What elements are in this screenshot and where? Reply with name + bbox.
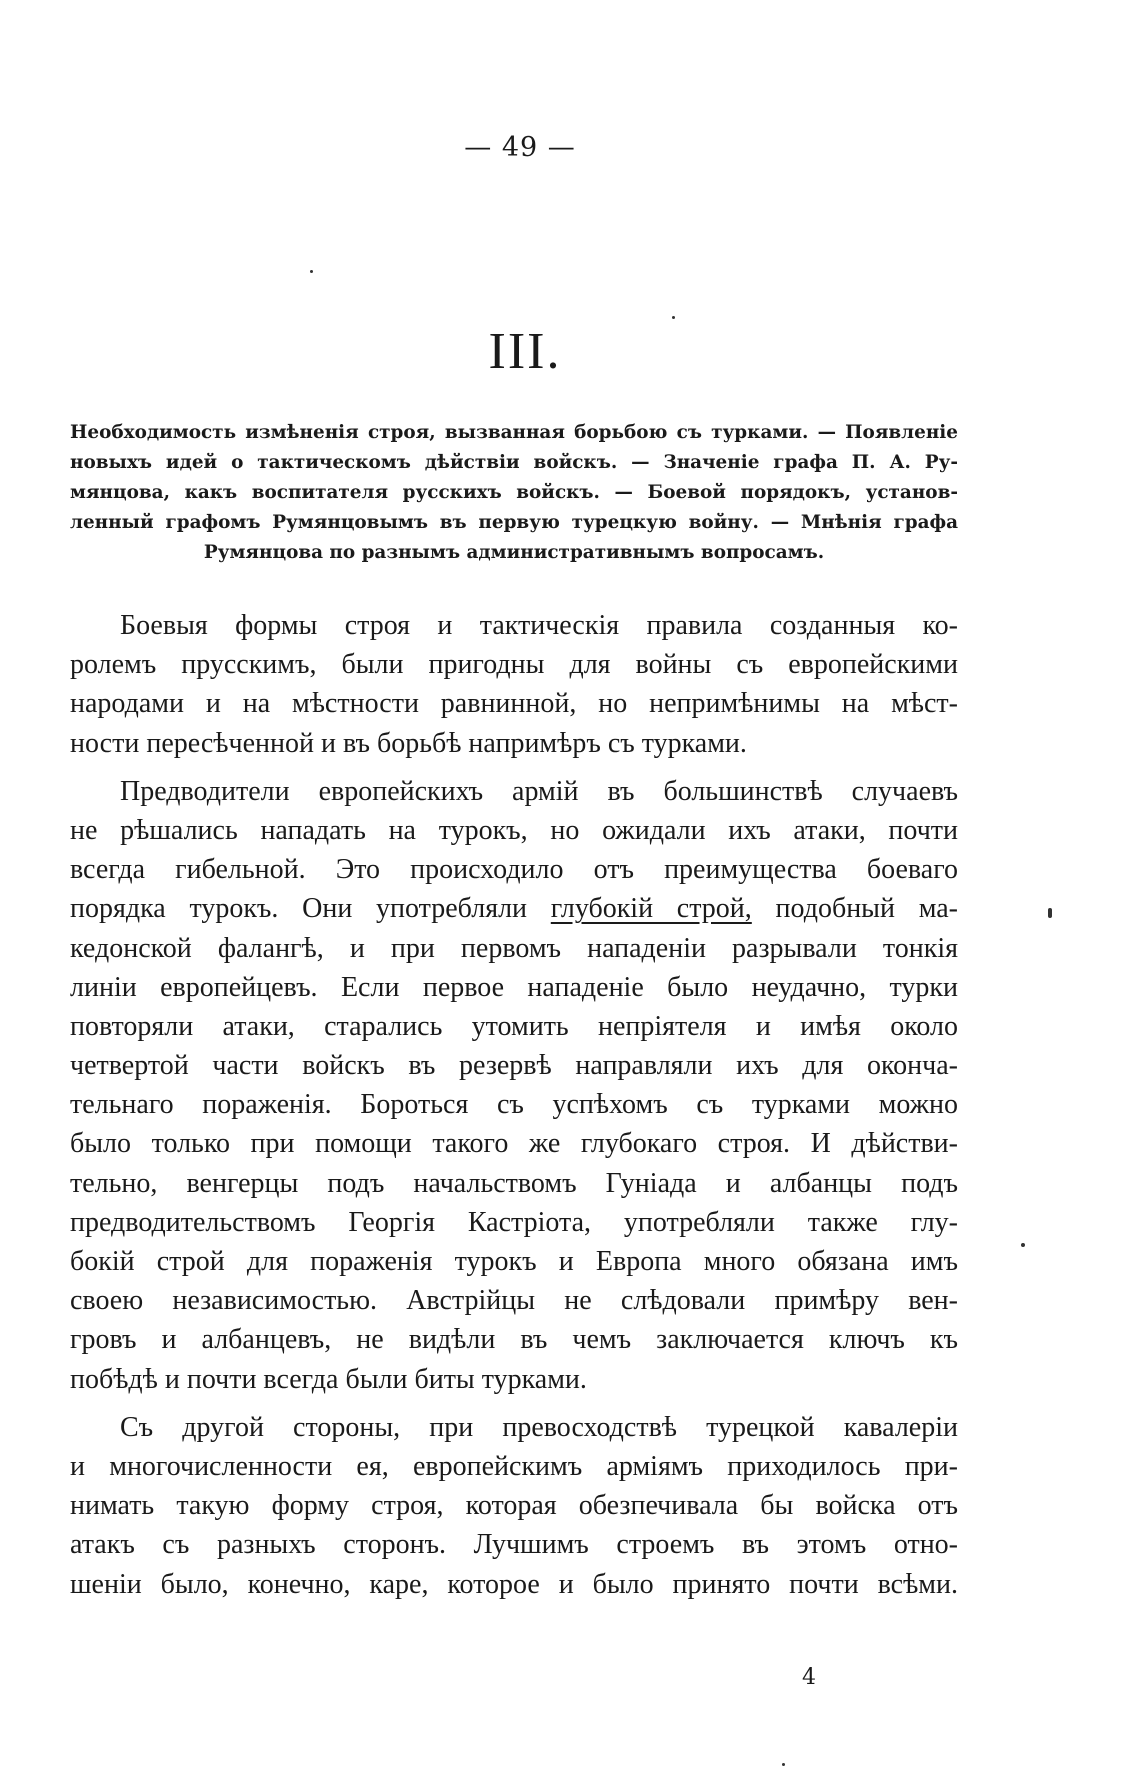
paragraph-1-line: ролемъ прусскимъ, были пригодны для войны съ европейскими	[70, 649, 958, 681]
paragraph-2-line: побѣдѣ и почти всегда были биты турками.	[70, 1363, 587, 1395]
paragraph-2-line: было только при помощи такого же глубокаго строя. И дѣйстви-	[70, 1128, 958, 1160]
chapter-heading: III.	[488, 323, 562, 380]
ink-speck	[782, 1763, 785, 1766]
paragraph-2-line: гровъ и албанцевъ, не видѣли въ чемъ заключается ключъ къ	[70, 1324, 958, 1356]
body-text	[70, 606, 958, 1604]
paragraph-1-line: ности пересѣченной и въ борьбѣ напримѣръ съ турками.	[70, 727, 747, 759]
summary-line: Необходимость измѣненія строя, вызванная борьбою съ турками. — Появленіе	[70, 422, 958, 443]
paragraph-2-line: всегда гибельной. Это происходило отъ преимущества боеваго	[70, 854, 958, 886]
ink-speck	[310, 270, 313, 273]
summary-line: ленный графомъ Румянцовымъ въ первую турецкую войну. — Мнѣнія графа	[70, 512, 958, 533]
paragraph-2-line: тельно, венгерцы подъ начальствомъ Гуніада и албанцы подъ	[70, 1167, 958, 1199]
paragraph-2-line: линіи европейцевъ. Если первое нападеніе было неудачно, турки	[70, 971, 958, 1003]
line-text: подобный ма-	[775, 893, 958, 925]
paragraph-2-line: кедонской фалангѣ, и при первомъ нападеніи разрывали тонкія	[70, 932, 958, 964]
paragraph-2-line: повторяли атаки, старались утомить непріятеля и имѣя около	[70, 1010, 958, 1042]
paragraph-3-line: атакъ съ разныхъ сторонъ. Лучшимъ строемъ въ этомъ отно-	[70, 1529, 958, 1561]
summary-line: новыхъ идей о тактическомъ дѣйствіи войскъ. — Значеніе графа П. А. Ру-	[70, 452, 958, 473]
paragraph-2-line: предводительствомъ Георгія Кастріота, употребляли также глу-	[70, 1206, 958, 1238]
ink-speck	[672, 316, 675, 319]
paragraph-2-line: тельнаго пораженія. Бороться съ успѣхомъ съ турками можно	[70, 1089, 958, 1121]
summary-line: мянцова, какъ воспитателя русскихъ войскъ. — Боевой порядокъ, установ-	[70, 482, 958, 503]
paragraph-2-line: четвертой части войскъ въ резервѣ направляли ихъ для оконча-	[70, 1050, 958, 1082]
paragraph-2-line: Предводители европейскихъ армій въ большинствѣ случаевъ	[120, 775, 958, 807]
paragraph-2-line	[70, 889, 958, 928]
paragraph-3-line: и многочисленности ея, европейскимъ арміямъ приходилось при-	[70, 1450, 958, 1482]
summary-line: Румянцова по разнымъ административнымъ вопросамъ.	[203, 542, 825, 563]
paragraph-2-line: не рѣшались нападать на турокъ, но ожидали ихъ атаки, почти	[70, 814, 958, 846]
chapter-summary	[70, 418, 958, 568]
underlined-phrase: глубокій строй,	[550, 893, 752, 925]
paragraph-2-line: бокій строй для пораженія турокъ и Европа много обязана имъ	[70, 1246, 958, 1277]
ink-speck	[1048, 908, 1052, 918]
paragraph-3-line: шеніи было, конечно, каре, которое и было принято почти всѣми.	[70, 1568, 958, 1600]
page-number: — 49 —	[464, 132, 576, 163]
signature-mark: 4	[802, 1665, 816, 1690]
paragraph-3-line: Съ другой стороны, при превосходствѣ турецкой кавалеріи	[120, 1411, 958, 1443]
line-text: порядка турокъ. Они употребляли	[70, 893, 528, 925]
paragraph-3-line: нимать такую форму строя, которая обезпечивала бы войска отъ	[70, 1490, 958, 1522]
paragraph-2-line: своею независимостью. Австрійцы не слѣдовали примѣру вен-	[70, 1285, 958, 1317]
paragraph-1-line: народами и на мѣстности равнинной, но непримѣнимы на мѣст-	[70, 688, 958, 720]
paragraph-1-line: Боевыя формы строя и тактическія правила созданныя ко-	[120, 610, 958, 641]
ink-speck	[1021, 1243, 1025, 1247]
